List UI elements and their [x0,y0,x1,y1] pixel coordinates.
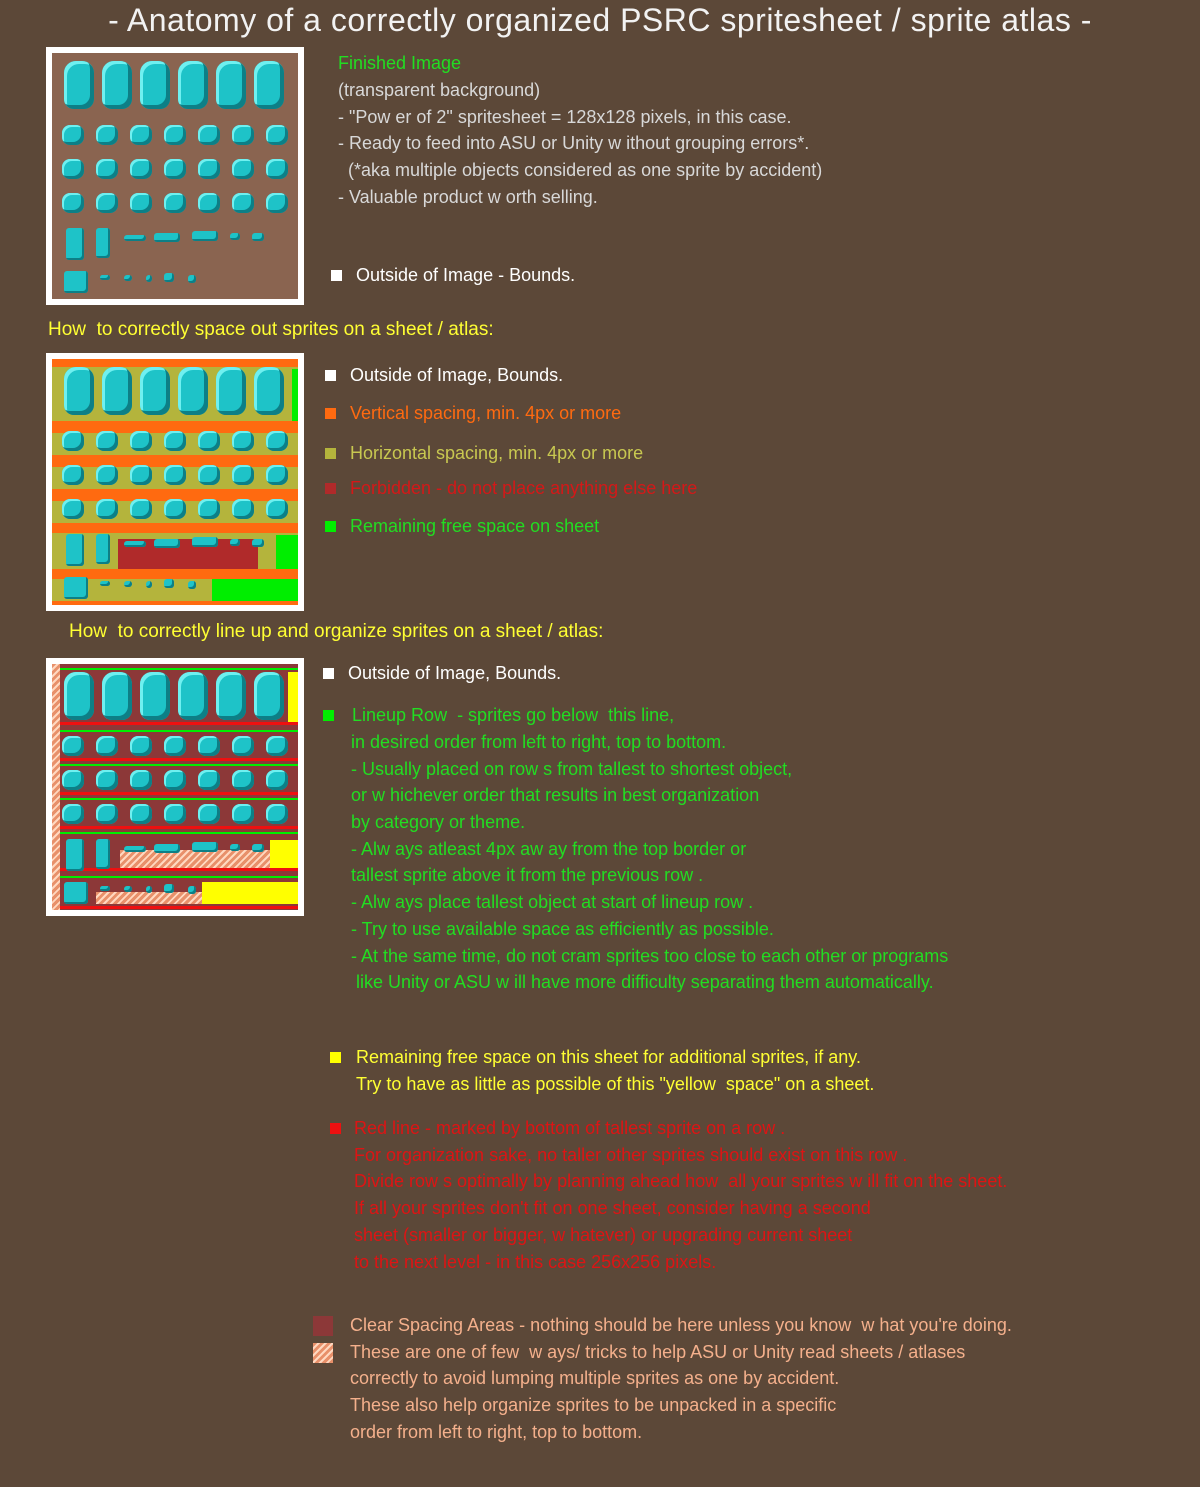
sprite-small [124,581,132,587]
red-line [60,792,298,795]
yellow-space-swatch [330,1052,341,1063]
hatch-line: order from left to right, top to bottom. [350,1422,643,1442]
sprite-head [130,465,152,485]
sprite-head [232,465,254,485]
hatched-area [120,850,270,868]
sprite-head [96,499,118,519]
spacing-spritesheet [46,353,304,611]
sprite-head [96,465,118,485]
sprite-small [164,884,174,893]
sprite-tall [140,672,170,720]
sprite-head [198,736,220,756]
sprite-small [252,233,264,241]
finished-line-2: - "Pow er of 2" spritesheet = 128x128 pixels, in this case. [338,107,792,127]
sprite-head [130,193,152,213]
sprite-small [124,541,146,547]
lineup-row-line [60,876,298,878]
yellow-space [270,840,298,870]
sprite-tall [140,367,170,415]
sprite-small [124,886,132,892]
sprite-head [164,804,186,824]
sprite-head [266,125,288,145]
lineup-row-line [60,832,298,834]
red-line [60,722,298,725]
sprite-tall [254,61,284,109]
sprite-tall [102,61,132,109]
sprite-head [198,193,220,213]
sprite-small [164,273,174,282]
sprite-head [198,499,220,519]
red-line-text: sheet (smaller or bigger, w hatever) or upgrading current sheet [354,1225,853,1245]
red-line-text: Red line - marked by bottom of tallest sprite on a row . [354,1118,786,1138]
finished-line-5: - Valuable product w orth selling. [338,187,598,207]
legend-swatch-forbidden [325,483,336,494]
sprite-head [130,125,152,145]
sprite-tall [178,367,208,415]
lineup-row-line [60,798,298,800]
lineup-line: - At the same time, do not cram sprites too close to each other or programs [351,946,949,966]
sprite-head [96,736,118,756]
sprite-tall [140,61,170,109]
sprite-head [266,193,288,213]
sprite-head [130,804,152,824]
sprite-small [230,233,240,240]
sprite-head [232,159,254,179]
sprite-small [154,844,180,853]
sprite-head [62,770,84,790]
lineup-line: Lineup Row - sprites go below this line, [352,705,675,725]
finished-image-label: Finished Image [338,53,462,73]
sprite-tall [64,367,94,415]
sprite-tall [216,367,246,415]
sprite-head [232,431,254,451]
sprite-head [266,499,288,519]
sprite-small [252,539,264,547]
sprite-head [232,736,254,756]
sprite-small [230,844,240,851]
sprite-head [164,159,186,179]
sprite-tall [216,61,246,109]
sprite-small [96,228,110,258]
page-title: - Anatomy of a correctly organized PSRC spritesheet / sprite atlas - [108,2,1092,38]
sprite-head [130,499,152,519]
sprite-small [100,275,110,280]
sprite-head [164,125,186,145]
sprite-head [62,499,84,519]
hatch-line: These also help organize sprites to be unpacked in a specific [350,1395,837,1415]
sprite-head [198,125,220,145]
sprite-tall [254,367,284,415]
lineup-spritesheet [46,658,304,916]
legend-label-vertical: Vertical spacing, min. 4px or more [350,403,622,423]
sprite-head [96,159,118,179]
sprite-head [232,193,254,213]
legend-swatch-bounds [325,370,336,381]
sprite-head [164,736,186,756]
sprite-head [266,736,288,756]
sprite-head [62,465,84,485]
sprite-tall [254,672,284,720]
hatch-line: correctly to avoid lumping multiple sprites as one by accident. [350,1368,840,1388]
legend-swatch-vertical [325,408,336,419]
sprite-small [252,844,264,852]
red-line-text: For organization sake, no taller other sprites should exist on this row . [354,1145,908,1165]
lineup-line: like Unity or ASU w ill have more difficulty separating them automatically. [351,972,934,992]
sprite-head [164,431,186,451]
sprite-head [164,193,186,213]
sprite-head [96,193,118,213]
sprite-head [198,159,220,179]
spacing-heading: How to correctly space out sprites on a sheet / atlas: [48,319,494,340]
sprite-small [192,537,218,547]
sprite-small [188,581,196,589]
sprite-head [198,465,220,485]
lineup-row-line [60,668,298,670]
red-line-text: to the next level - in this case 256x256 pixels. [354,1252,717,1272]
sprite-head [96,125,118,145]
sprite-small [100,886,110,891]
hatched-swatch [313,1343,333,1363]
sprite-tall [102,367,132,415]
sprite-small [64,577,88,599]
hatched-area [96,892,202,904]
sprite-small [192,231,218,241]
sprite-tall [64,61,94,109]
lineup-line: in desired order from left to right, top to bottom. [351,732,727,752]
sprite-small [164,579,174,588]
yellow-space [288,672,298,724]
sprite-head [198,804,220,824]
sprite-small [96,534,110,564]
legend-label-free: Remaining free space on sheet [350,516,600,536]
lineup-line: or w hichever order that results in best organization [351,785,760,805]
sprite-head [62,159,84,179]
sprite-small [64,882,88,904]
lineup-row-swatch [323,710,334,721]
sprite-head [96,431,118,451]
clear-spacing-label: Clear Spacing Areas - nothing should be here unless you know w hat you're doing. [350,1315,1012,1335]
lineup-bounds-label: Outside of Image, Bounds. [348,663,562,683]
yellow-line: Remaining free space on this sheet for additional sprites, if any. [356,1047,861,1067]
sprite-small [154,233,180,242]
sprite-tall [178,672,208,720]
legend-label-bounds: Outside of Image, Bounds. [350,365,564,385]
sprite-small [146,886,152,893]
sprite-small [154,539,180,548]
legend-label-horizontal: Horizontal spacing, min. 4px or more [350,443,644,463]
red-line [60,906,298,909]
sprite-small [96,839,110,869]
vertical-spacing-band [52,569,298,579]
red-line-text: If all your sprites don't fit on one sheet, consider having a second [354,1198,871,1218]
vertical-spacing-band [52,601,298,605]
sprite-small [146,581,152,588]
sprite-head [266,770,288,790]
sprite-head [62,431,84,451]
sprite-head [164,499,186,519]
sprite-head [62,125,84,145]
sprite-head [130,159,152,179]
sprite-small [188,275,196,283]
sprite-head [232,770,254,790]
sprite-head [232,804,254,824]
lineup-line: - Usually placed on row s from tallest to shortest object, [351,759,793,779]
yellow-space [202,882,298,904]
sprite-small [100,581,110,586]
sprite-head [62,804,84,824]
lineup-row-line [60,764,298,766]
sprite-small [66,534,84,566]
vertical-spacing-band [52,523,298,533]
sprite-head [62,193,84,213]
sprite-head [198,431,220,451]
sprite-head [164,465,186,485]
lineup-line: - Try to use available space as efficiently as possible. [351,919,774,939]
finished-line-3: - Ready to feed into ASU or Unity w ithout grouping errors*. [338,133,810,153]
sprite-small [124,846,146,852]
finished-line-4: (*aka multiple objects considered as one sprite by accident) [338,160,823,180]
lineup-row-line [60,730,298,732]
sprite-small [64,271,88,293]
free-space-area [212,579,298,601]
sprite-small [124,235,146,241]
hatch-line: These are one of few w ays/ tricks to help ASU or Unity read sheets / atlases [350,1342,966,1362]
sprite-tall [102,672,132,720]
sprite-head [130,736,152,756]
sprite-small [146,275,152,282]
sprite-head [130,431,152,451]
lineup-line: - Alw ays atleast 4px aw ay from the top border or [351,839,747,859]
sprite-head [198,770,220,790]
red-line-swatch [330,1123,341,1134]
sprite-head [266,431,288,451]
lineup-line: tallest sprite above it from the previous row . [351,865,704,885]
red-line [60,826,298,829]
lineup-line: - Alw ays place tallest object at start of lineup row . [351,892,754,912]
sprite-small [66,839,84,871]
sprite-head [232,125,254,145]
sprite-tall [178,61,208,109]
bounds-swatch [331,270,342,281]
sprite-small [230,539,240,546]
clear-spacing-swatch [313,1316,333,1336]
sprite-head [96,804,118,824]
legend-swatch-free [325,521,336,532]
red-line [60,758,298,761]
sprite-small [124,275,132,281]
finished-spritesheet [46,47,304,305]
sprite-head [164,770,186,790]
red-line-text: Divide row s optimally by planning ahead how all your sprites w ill fit on the sheet. [354,1171,1008,1191]
free-space-area [292,369,298,421]
yellow-line: Try to have as little as possible of this "yellow space" on a sheet. [356,1074,875,1094]
lineup-line: by category or theme. [351,812,526,832]
sprite-tall [216,672,246,720]
legend-label-forbidden: Forbidden - do not place anything else here [350,478,698,498]
sprite-small [188,886,196,894]
sprite-head [266,465,288,485]
sprite-head [266,804,288,824]
sprite-head [130,770,152,790]
sprite-tall [64,672,94,720]
free-space-area [276,535,298,569]
hatched-column [52,664,60,910]
sprite-head [266,159,288,179]
vertical-spacing-band [52,359,298,367]
bounds-label-1: Outside of Image - Bounds. [356,265,576,285]
sprite-small [192,842,218,852]
lineup-bounds-swatch [323,668,334,679]
legend-swatch-horizontal [325,448,336,459]
sprite-head [96,770,118,790]
finished-line-1: (transparent background) [338,80,541,100]
sprite-small [66,228,84,260]
sprite-head [232,499,254,519]
lineup-heading: How to correctly line up and organize sprites on a sheet / atlas: [69,621,604,642]
red-line [60,868,298,871]
sprite-head [62,736,84,756]
